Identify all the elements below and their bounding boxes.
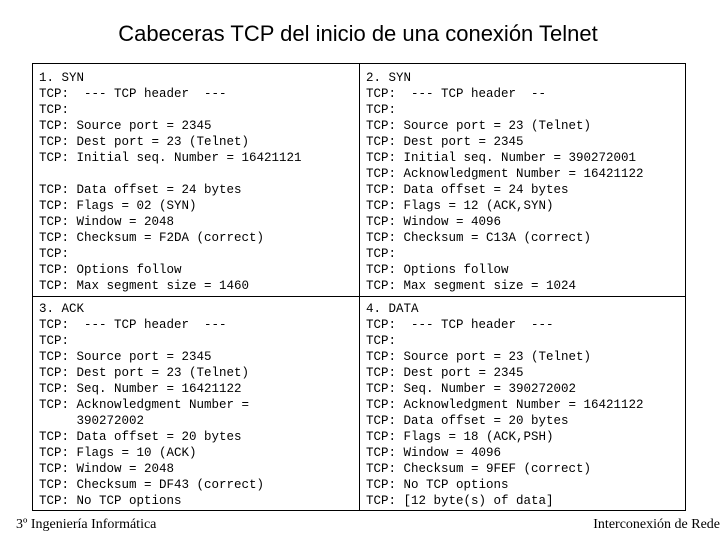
syn-segment-cell: 1. SYN TCP: --- TCP header --- TCP: TCP: Source port = 2345 TCP: Dest port = 23 (Telnet) TCP: Initial seq. Number = 16421121 TCP: Data offset = 24 bytes TCP: Flags = 02 (SYN) TCP: Window = 2048 TCP: Checksum = F2DA (correct) TCP: TCP: Options follow TCP: Max segment size = 1460 [39,71,302,293]
syn-ack-segment-cell: 2. SYN TCP: --- TCP header -- TCP: TCP: Source port = 23 (Telnet) TCP: Dest port = 2345 TCP: Initial seq. Number = 390272001 TCP: Acknowledgment Number = 16421122 TCP: Data offset = 24 bytes TCP: Flags = 12 (ACK,SYN) TCP: Window = 4096 TCP: Checksum = C13A (correct) TCP: TCP: Options follow TCP: Max segment size = 1024 [366,71,644,293]
footer-subject: Interconexión de Rede [593,517,720,532]
data-segment-cell: 4. DATA TCP: --- TCP header --- TCP: TCP: Source port = 23 (Telnet) TCP: Dest port = 2345 TCP: Seq. Number = 390272002 TCP: Acknowledgment Number = 16421122 TCP: Data offset = 20 bytes TCP: Flags = 18 (ACK,PSH) TCP: Window = 4096 TCP: Checksum = 9FEF (correct) TCP: No TCP options TCP: [12 byte(s) of data] [366,302,644,508]
slide-title: Cabeceras TCP del inicio de una conexión Telnet [118,21,598,46]
ack-segment-cell: 3. ACK TCP: --- TCP header --- TCP: TCP: Source port = 2345 TCP: Dest port = 23 (Telnet) TCP: Seq. Number = 16421122 TCP: Acknowledgment Number = 390272002 TCP: Data offset = 20 bytes TCP: Flags = 10 (ACK) TCP: Window = 2048 TCP: Checksum = DF43 (correct) TCP: No TCP options [39,302,265,508]
column-divider [359,64,360,510]
row-divider [33,296,685,297]
tcp-header-table [32,63,686,511]
footer-course: 3º Ingeniería Informática [16,517,157,532]
